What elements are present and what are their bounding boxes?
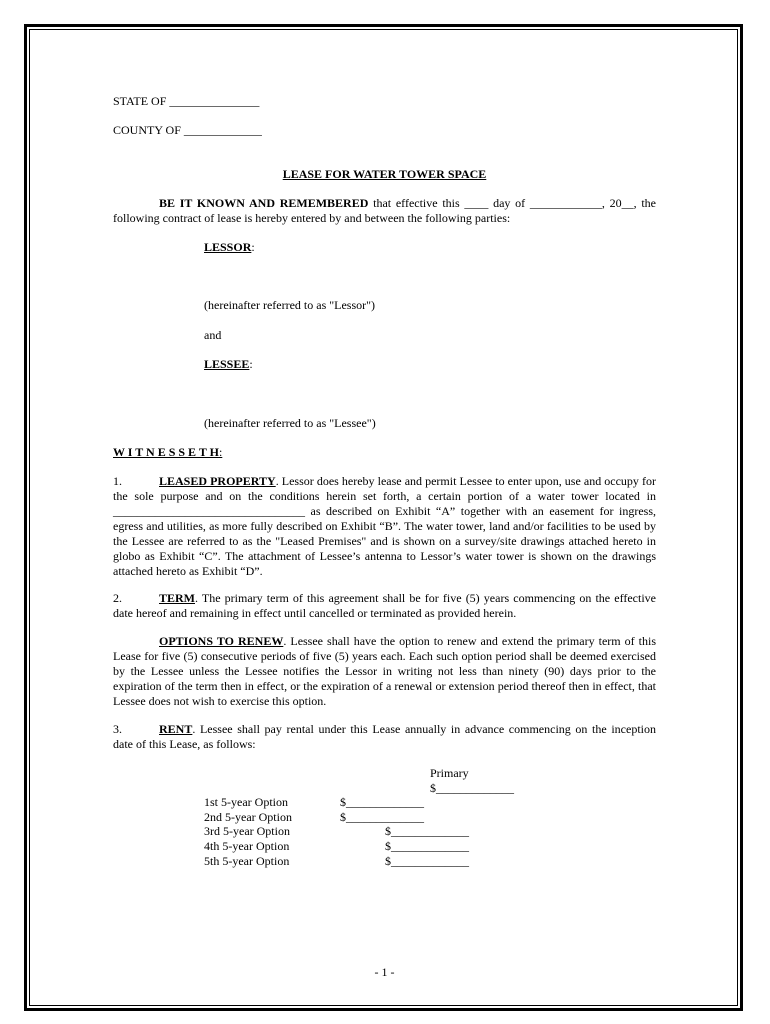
witnesseth-colon: : [218, 445, 223, 459]
intro-paragraph [113, 196, 656, 226]
county-line: COUNTY OF _____________ [113, 123, 262, 137]
options-to-renew-paragraph [113, 634, 656, 709]
witnesseth-text: W I T N E S S E T H [113, 445, 219, 459]
intro-bold: BE IT KNOWN AND REMEMBERED [159, 196, 369, 210]
rent-primary-amount: $_____________ [430, 781, 514, 795]
rent-row-label: 3rd 5-year Option [204, 824, 290, 838]
rent-row-label: 1st 5-year Option [204, 795, 288, 809]
lessee-label: LESSEE [204, 357, 250, 371]
lessor-reference: (hereinafter referred to as "Lessor") [204, 298, 376, 312]
lessor-heading [204, 240, 255, 255]
section-3-number: 3. [113, 722, 122, 736]
options-heading: OPTIONS TO RENEW [159, 634, 284, 648]
section-1-text: . Lessor does hereby lease and permit Lessee to enter upon, use and occupy for the sole purpose and on the conditions herein set forth, a certain portion of a water tower located in ________________________________ as described on Exhibit “A” together with an easement for ingress, egress and utilities, as more fully described on Exhibit “B”. The water tower, land and/or facilities to be used by the Lessee are referred to as the "Leased Premises" and is shown on a survey/site drawings attached hereto in globo as Exhibit “C”. The attachment of Lessee’s antenna to Lessor’s water tower is shown on the drawings attached hereto as Exhibit “D”. [113, 474, 656, 578]
rent-row-amount: $_____________ [385, 824, 469, 838]
lessor-colon: : [251, 240, 255, 254]
page-number: - 1 - [374, 965, 395, 979]
intro-text: that effective this ____ day of ____________, 20__, the following contract of lease is hereby entered by and between the following parties: [113, 196, 656, 225]
rent-row-3 [204, 824, 469, 839]
lessee-reference: (hereinafter referred to as "Lessee") [204, 416, 376, 430]
rent-primary-label: Primary [430, 766, 469, 780]
rent-row-amount: $_____________ [340, 810, 424, 824]
rent-row-amount: $_____________ [385, 839, 469, 853]
rent-row-1 [204, 795, 424, 810]
rent-row-label: 5th 5-year Option [204, 854, 290, 868]
section-3-heading: RENT [159, 722, 193, 736]
section-3-text: . Lessee shall pay rental under this Lease annually in advance commencing on the inception date of this Lease, as follows: [113, 722, 656, 751]
section-1-leased-property [113, 474, 656, 579]
rent-row-label: 2nd 5-year Option [204, 810, 292, 824]
section-1-number: 1. [113, 474, 122, 488]
lessor-label: LESSOR [204, 240, 252, 254]
state-line: STATE OF _______________ [113, 94, 260, 108]
rent-row-2 [204, 810, 424, 825]
witnesseth-heading [113, 445, 222, 460]
options-text: . Lessee shall have the option to renew and extend the primary term of this Lease for five (5) consecutive periods of five (5) years each. Each such option period shall be deemed exercised by the Lessee unless the Lessee notifies the Lessor in writing not less than ninety (90) days prior to the expiration of the term then in effect, or the expiration of a renewal or extension period thereof then in effect, that Lessee does not wish to exercise this option. [113, 634, 656, 708]
rent-row-4 [204, 839, 469, 854]
section-2-term [113, 591, 656, 621]
rent-row-amount: $_____________ [385, 854, 469, 868]
section-2-number: 2. [113, 591, 122, 605]
lessee-colon: : [249, 357, 253, 371]
section-2-text: . The primary term of this agreement shall be for five (5) years commencing on the effective date hereof and remaining in effect until cancelled or terminated as provided herein. [113, 591, 656, 620]
rent-row-5 [204, 854, 469, 869]
section-2-heading: TERM [159, 591, 195, 605]
rent-row-label: 4th 5-year Option [204, 839, 290, 853]
and-text: and [204, 328, 222, 342]
rent-row-amount: $_____________ [340, 795, 424, 809]
document-title: LEASE FOR WATER TOWER SPACE [282, 167, 487, 181]
lessee-heading [204, 357, 253, 372]
section-3-rent [113, 722, 656, 752]
section-1-heading: LEASED PROPERTY [159, 474, 276, 488]
